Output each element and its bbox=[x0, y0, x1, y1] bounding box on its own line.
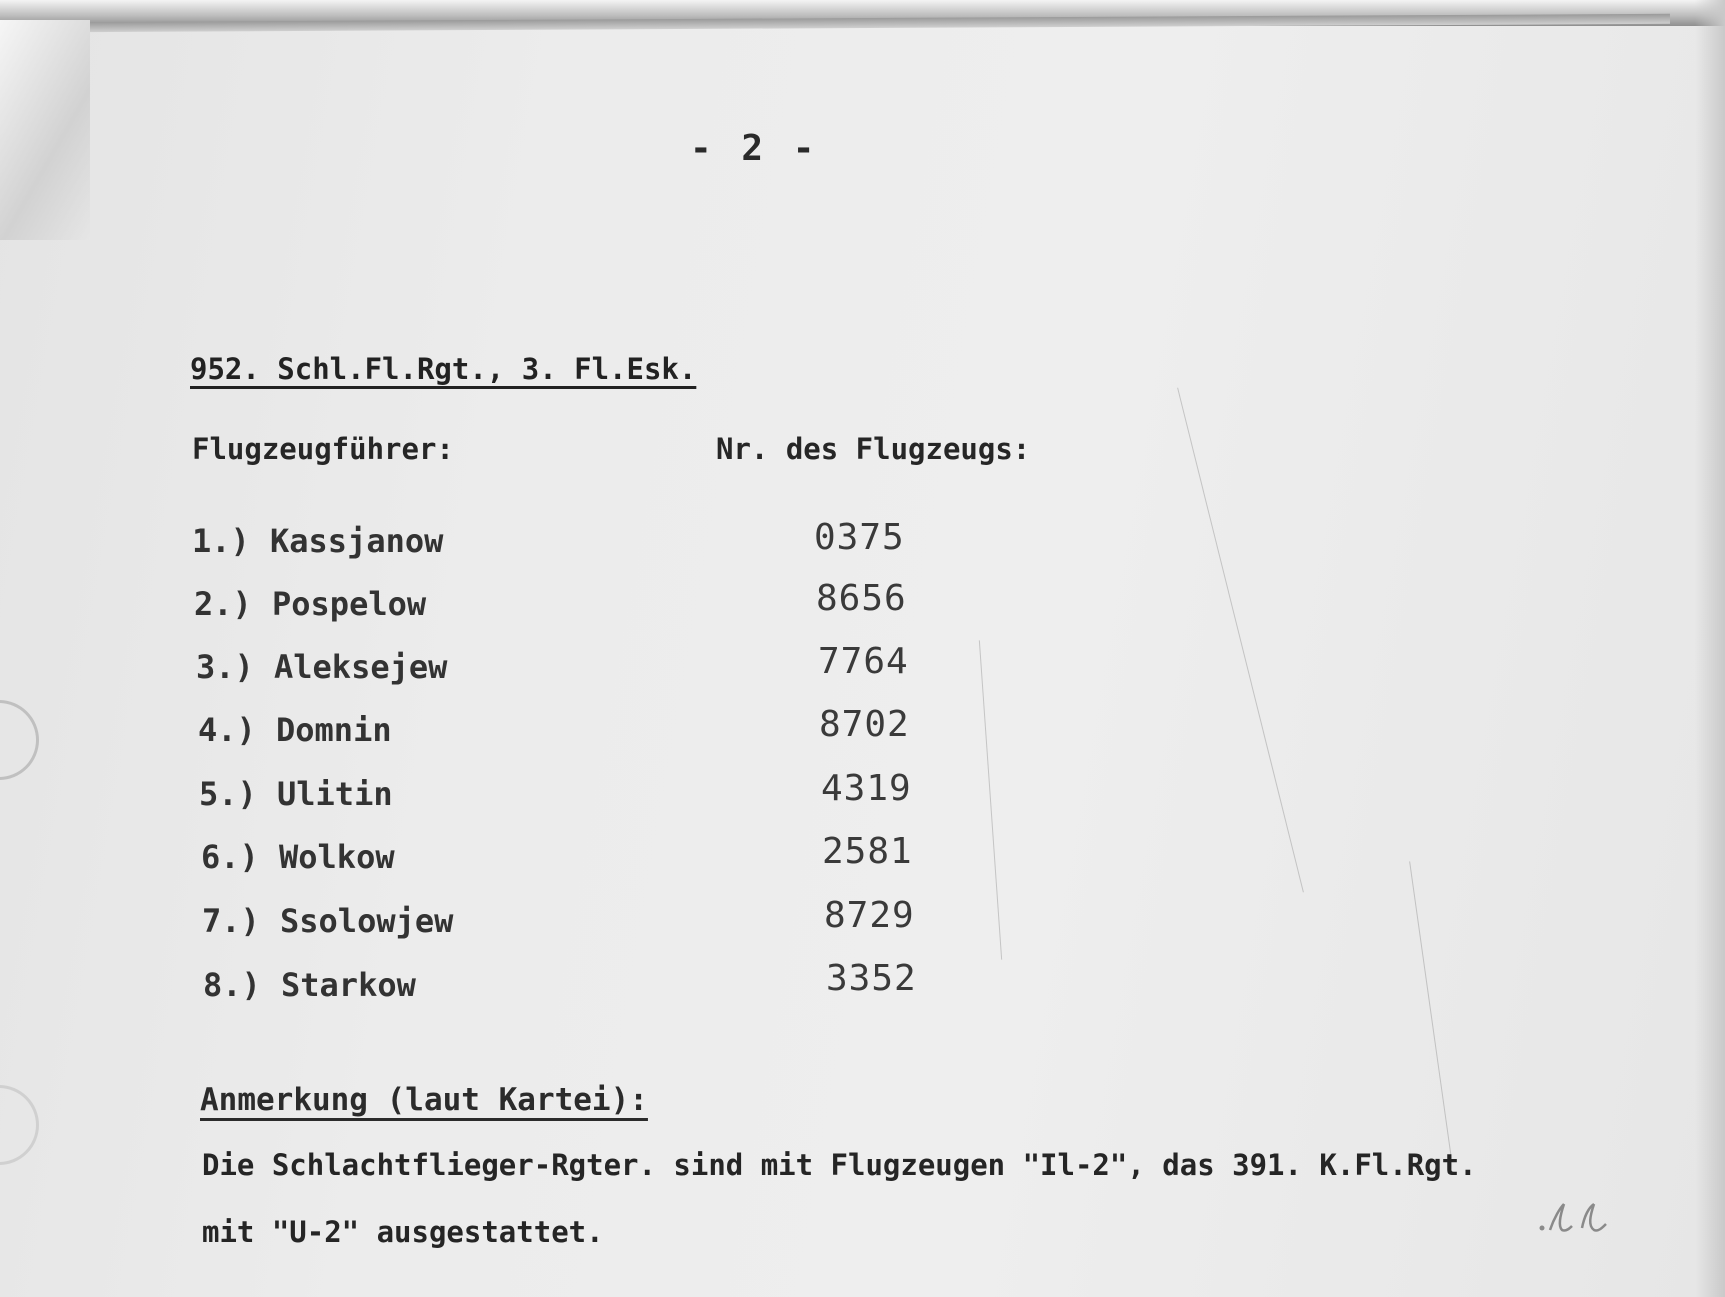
aircraft-number: 8729 bbox=[824, 895, 915, 936]
page-number: - 2 - bbox=[690, 128, 819, 169]
list-item bbox=[202, 902, 453, 940]
scan-streak bbox=[1177, 388, 1304, 893]
pilot-name: Wolkow bbox=[279, 838, 395, 876]
column-header-aircraft-nr: Nr. des Flugzeugs: bbox=[716, 432, 1031, 466]
row-index: 3.) bbox=[196, 648, 254, 686]
punch-hole bbox=[0, 1085, 39, 1165]
note-text-line: Die Schlachtflieger-Rgter. sind mit Flugzeugen "Il-2", das 391. K.Fl.Rgt. bbox=[202, 1148, 1477, 1182]
aircraft-number: 0375 bbox=[814, 517, 905, 558]
page-corner-fold bbox=[0, 20, 90, 240]
list-item bbox=[201, 838, 395, 876]
row-index: 4.) bbox=[198, 711, 256, 749]
pilot-name: Aleksejew bbox=[274, 648, 448, 686]
pilot-name: Ssolowjew bbox=[280, 902, 454, 940]
list-item bbox=[198, 711, 392, 749]
page-right-edge bbox=[1695, 0, 1725, 1297]
list-item bbox=[199, 775, 393, 813]
list-item bbox=[192, 522, 443, 560]
aircraft-number: 4319 bbox=[821, 768, 912, 809]
section-heading: 952. Schl.Fl.Rgt., 3. Fl.Esk. bbox=[190, 352, 697, 386]
row-index: 6.) bbox=[201, 838, 259, 876]
pilot-name: Pospelow bbox=[272, 585, 427, 623]
scan-streak bbox=[979, 640, 1002, 959]
column-header-pilot: Flugzeugführer: bbox=[192, 432, 454, 466]
note-text-line: mit "U-2" ausgestattet. bbox=[202, 1215, 604, 1249]
aircraft-number: 8656 bbox=[816, 578, 907, 619]
pilot-name: Domnin bbox=[276, 711, 392, 749]
pilot-name: Ulitin bbox=[277, 775, 393, 813]
row-index: 7.) bbox=[202, 902, 260, 940]
list-item bbox=[203, 966, 416, 1004]
aircraft-number: 7764 bbox=[818, 641, 909, 682]
pilot-name: Kassjanow bbox=[270, 522, 444, 560]
aircraft-number: 3352 bbox=[826, 958, 917, 999]
aircraft-number: 8702 bbox=[819, 704, 910, 745]
row-index: 8.) bbox=[203, 966, 261, 1004]
scan-streak bbox=[1409, 861, 1452, 1158]
pilot-name: Starkow bbox=[281, 966, 416, 1004]
handwritten-mark-icon bbox=[1538, 1198, 1618, 1238]
list-item bbox=[196, 648, 447, 686]
row-index: 5.) bbox=[199, 775, 257, 813]
row-index: 1.) bbox=[192, 522, 250, 560]
punch-hole bbox=[0, 700, 39, 780]
row-index: 2.) bbox=[194, 585, 252, 623]
aircraft-number: 2581 bbox=[822, 831, 913, 872]
note-title: Anmerkung (laut Kartei): bbox=[200, 1082, 648, 1118]
list-item bbox=[194, 585, 426, 623]
